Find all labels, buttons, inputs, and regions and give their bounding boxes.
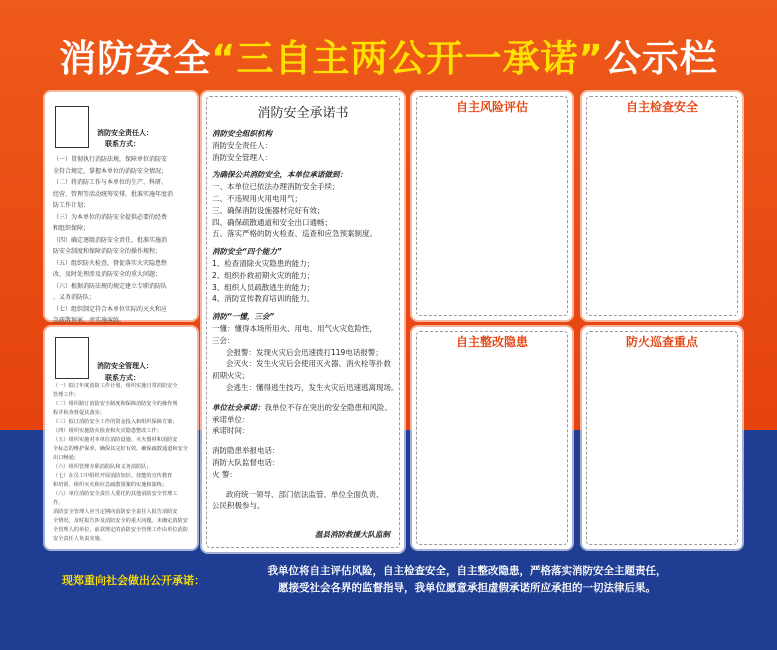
- responsible-person-card: [45, 92, 197, 324]
- public-pledge-label: 现郑重向社会做出公开承诺：: [62, 574, 205, 587]
- fire-patrol-focus-header: 防火巡查重点: [625, 335, 698, 349]
- self-risk-assessment-board: [412, 92, 572, 320]
- pledge-signature: 温县消防救援大队监制: [315, 530, 390, 539]
- safety-manager-label: 消防安全管理人：: [97, 362, 153, 370]
- photo-placeholder: [55, 106, 89, 148]
- public-pledge-text: 我单位将自主评估风险，自主检查安全，自主整改隐患，严格落实消防安全主题责任， 愿接受社会各界的监督指导，我单位愿意承担虚假承诺所应承担的一切法律后果。: [267, 565, 667, 594]
- pledge-body: 消防安全组织机构 消防安全责任人： 消防安全管理人： 为确保公共消防安全，本单位承诺做到： 一、本单位已依法办理消防安全手续； 二、不违规用火用电用气； 三、确保消防设施器材完好有效； 四、确保疏散通道和安全出口通畅； 五、落实严格的防火检查、巡查和应急预案制度。 消防安全“四个能力” 1、检查清除火灾隐患的能力； 2、组织扑救初期火灾的能力； 3、组织人员疏散逃生的能力； 4、消防宣传教育培训的能力。 消防“一懂，三会” 一懂：懂得本场所用火、用电、用气火灾危险性， 三会： 会报警：发现火灾后会迅速拨打119电话报警； 会灭火：发生火灾后会使用灭火器、消火栓等扑救 初期火灾； 会逃生：懂得逃生技巧，发生火灾后迅速逃离现场。 单位社会承诺：我单位不存在突出的安全隐患和风险。 承诺单位： 承诺时间： 消防隐患举报电话： 消防大队监督电话： 火 警： 政府统一领导、部门依法监管、单位全面负责、 公民积极参与。: [212, 129, 399, 511]
- fire-safety-pledge-card: [202, 92, 404, 552]
- contact-label: 联系方式：: [105, 140, 140, 148]
- contact-label: 联系方式：: [105, 374, 140, 382]
- responsible-person-label: 消防安全责任人：: [97, 129, 153, 137]
- photo-placeholder: [55, 337, 89, 379]
- responsibility-list: （一）贯彻执行消防法规，保障单位消防安 全符合规定，掌握本单位的消防安全情况； （二）将消防工作与本单位的生产、科研、 经营、管理等活动统筹安排，批准实施年度消 防工作计划； （三）为本单位的消防安全提供必要的经费 和组织保障； （四）确定逐级消防安全责任，批准实施消 防安全制度和保障消防安全的操作规程； （五）组织防火检查，督促落实火灾隐患整 改，及时处理涉及消防安全的重大问题； （六）根据消防法规的规定建立专职消防队 、义务消防队； （七）组织制定符合本单位实际的灭火和应 急疏散预案，并实施演练。: [53, 156, 174, 324]
- title-part1: 消防安全: [59, 37, 212, 80]
- pledge-title: 消防安全承诺书: [257, 106, 349, 121]
- title-highlight: “三自主两公开一承诺”: [211, 37, 604, 80]
- self-hazard-rectification-header: 自主整改隐患: [455, 335, 528, 349]
- self-risk-assessment-header: 自主风险评估: [455, 100, 528, 114]
- safety-manager-card: [45, 327, 197, 549]
- title-part2: 公示栏: [603, 37, 718, 80]
- fire-patrol-focus-board: [582, 327, 742, 549]
- self-hazard-rectification-board: [412, 327, 572, 549]
- self-safety-check-header: 自主检查安全: [625, 100, 698, 114]
- board-title: [0, 28, 777, 82]
- self-safety-check-board: [582, 92, 742, 320]
- manager-duty-list: （一）拟订年度消防工作计划，组织实施日常消防安全 管理工作； （二）组织制订消防安全制度和保障消防安全的操作规 程并检查督促其落实； （三）拟订消防安全工作的资金投入和组织保障方案； （四）组织实施防火检查和火灾隐患整改工作； （五）组织实施对本单位消防设施、灭火器材和消防安 全标志的维护保养，确保其完好有效，确保疏散通道和安全 出口畅通； （六）组织管理专职消防队和义务消防队； （七）在员工中组织开展消防知识、技能的宣传教育 和培训，组织灭火和应急疏散预案的实施和演练； （八）单位消防安全责任人委托的其他消防安全管理工 作。 消防安全管理人应当定期向消防安全责任人报告消防安 全情况，及时报告涉及消防安全的重大问题。未确定消防安 全管理人的单位，前款规定的消防安全管理工作由单位消防 安全责任人负责实施。: [53, 383, 188, 542]
